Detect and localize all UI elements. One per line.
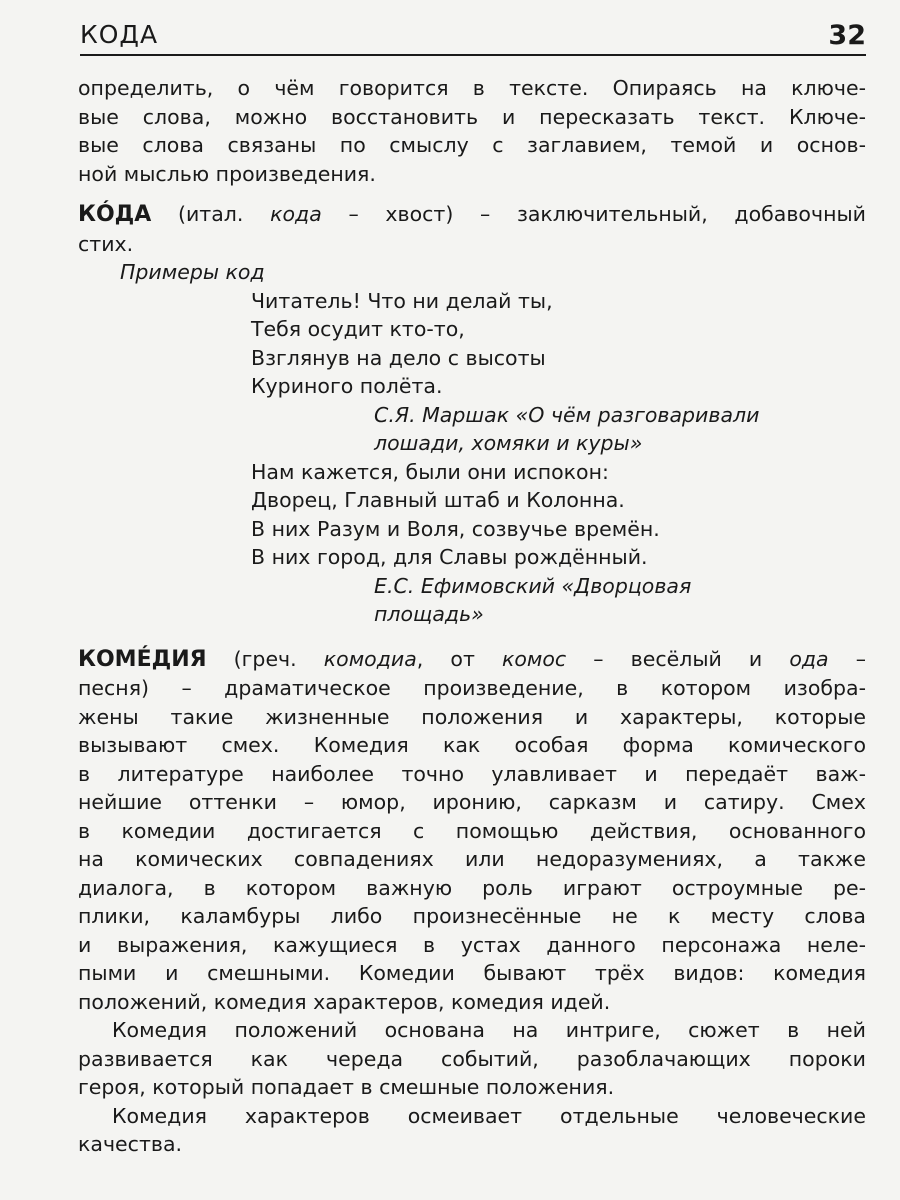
examples-label: Примеры код xyxy=(120,260,265,284)
verse-line: В них Разум и Воля, созвучье времён. xyxy=(251,516,660,541)
text-line: плики, каламбуры либо произнесённые не к месту слова xyxy=(78,904,866,928)
verse-line: Взглянув на дело с высоты xyxy=(251,345,546,370)
text-line: качества. xyxy=(78,1132,183,1156)
text-line: определить, о чём говорится в тексте. Опираясь на ключе- xyxy=(78,76,866,100)
text-line: нейшие оттенки – юмор, иронию, сарказм и сатиру. Смех xyxy=(78,790,866,814)
text-line: вызывают смех. Комедия как особая форма комического xyxy=(78,733,866,757)
verse-line: Нам кажется, были они испокон: xyxy=(251,459,609,484)
italic-word: комодиа xyxy=(323,646,417,671)
running-title: КОДА xyxy=(80,20,159,49)
text-line: песня) – драматическое произведение, в котором изобра- xyxy=(78,676,866,700)
poem-attribution: площадь» xyxy=(374,602,484,626)
italic-word: ода xyxy=(789,646,829,671)
verse-line: В них город, для Славы рождённый. xyxy=(251,545,648,569)
text-line: на комических совпадениях или недоразумениях, а также xyxy=(78,847,866,871)
text-line: пыми и смешными. Комедии бывают трёх видов: комедия xyxy=(78,961,866,985)
poem-attribution: лошади, хомяки и куры» xyxy=(374,431,643,455)
komedia-entry xyxy=(78,645,866,1017)
poem-efimovsky xyxy=(78,458,866,629)
poem-attribution: С.Я. Маршак «О чём разговаривали xyxy=(374,402,760,427)
text-line: вые слова, можно восстановить и пересказать текст. Ключе- xyxy=(78,104,866,129)
verse-line: Тебя осудит кто-то, xyxy=(251,317,465,341)
italic-word: комос xyxy=(501,646,567,671)
text-span: (греч. xyxy=(206,646,324,671)
verse-line: Читатель! Что ни делай ты, xyxy=(251,288,553,313)
text-line: ной мыслью произведения. xyxy=(78,161,376,186)
poem-attribution: Е.С. Ефимовский «Дворцовая xyxy=(374,573,692,598)
koda-entry xyxy=(78,200,866,258)
paragraph-situations xyxy=(78,1016,866,1102)
text-line: и выражения, кажущиеся в устах данного персонажа неле- xyxy=(78,932,866,957)
running-header xyxy=(80,18,866,56)
page-number: 32 xyxy=(828,20,866,51)
text-span: – xyxy=(828,646,866,671)
intro-paragraph xyxy=(78,74,866,188)
text-span: (итал. xyxy=(151,202,271,226)
term-komedia: КОМÉДИЯ xyxy=(78,646,207,672)
text-line: стих. xyxy=(78,231,134,256)
text-line: в комедии достигается с помощью действия, основанного xyxy=(78,818,866,843)
verse-line: Куриного полёта. xyxy=(251,374,443,398)
text-line: в литературе наиболее точно улавливает и передаёт важ- xyxy=(78,761,866,786)
poem-marshak xyxy=(78,287,866,458)
text-line: Комедия положений основана на интриге, сюжет в ней xyxy=(112,1018,866,1042)
text-line: Комедия характеров осмеивает отдельные человеческие xyxy=(112,1103,866,1128)
text-line: героя, который попадает в смешные положения. xyxy=(78,1075,615,1099)
text-line: жены такие жизненные положения и характеры, которые xyxy=(78,704,866,729)
page-body xyxy=(78,74,866,1159)
term-koda: КÓДА xyxy=(78,202,152,227)
text-line: положений, комедия характеров, комедия идей. xyxy=(78,989,611,1014)
italic-word: кода xyxy=(270,202,322,226)
text-line: развивается как череда событий, разоблачающих пороки xyxy=(78,1046,866,1071)
text-span: – весёлый и xyxy=(566,646,790,671)
verse-line: Дворец, Главный штаб и Колонна. xyxy=(251,488,625,512)
text-line: вые слова связаны по смыслу с заглавием, темой и основ- xyxy=(78,133,866,157)
text-span: , от xyxy=(416,646,502,671)
entry-first-line xyxy=(78,200,866,230)
text-span: – хвост) – заключительный, добавочный xyxy=(321,202,866,226)
text-line: диалога, в котором важную роль играют остроумные ре- xyxy=(78,875,866,900)
entry-first-line xyxy=(78,645,866,675)
paragraph-characters xyxy=(78,1102,866,1159)
